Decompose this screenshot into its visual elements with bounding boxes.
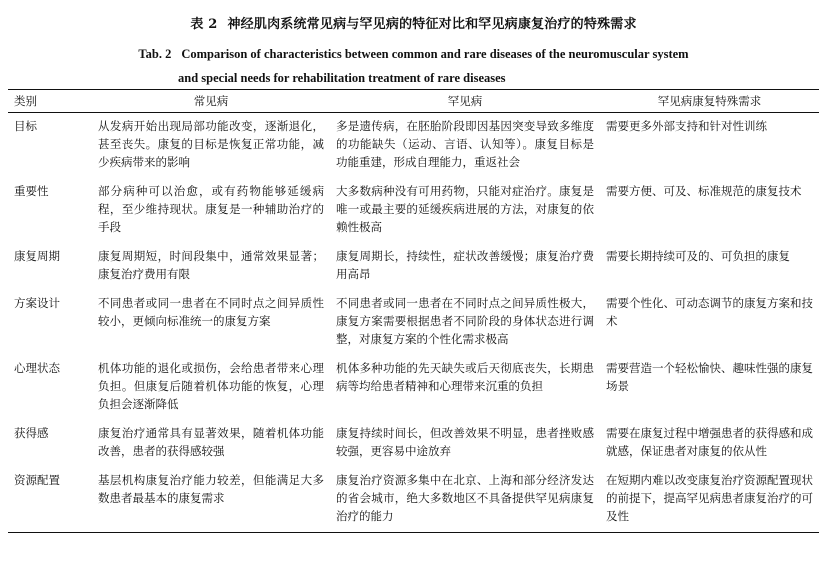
- row-category: 心理状态: [14, 361, 60, 375]
- table-title-cn: 神经肌肉系统常见病与罕见病的特征对比和罕见病康复治疗的特殊需求: [227, 17, 637, 32]
- cell-rare: 康复周期长，持续性，症状改善缓慢；康复治疗费用高昂: [336, 249, 594, 281]
- row-category: 资源配置: [14, 473, 60, 487]
- cell-common: 机体功能的退化或损伤，会给患者带来心理负担。但康复后随着机体功能的恢复，心理负担会逐渐降低: [98, 361, 324, 411]
- table-row: [8, 178, 819, 243]
- header-category: 类别: [14, 94, 37, 108]
- row-category: 获得感: [14, 426, 49, 440]
- cell-common: 部分病种可以治愈，或有药物能够延缓病程，至少维持现状。康复是一种辅助治疗的手段: [98, 184, 324, 234]
- cell-needs: 需要在康复过程中增强患者的获得感和成就感，保证患者对康复的依从性: [606, 426, 813, 458]
- cell-common: 康复治疗通常具有显著效果，随着机体功能改善，患者的获得感较强: [98, 426, 324, 458]
- header-common-disease: 常见病: [193, 94, 229, 108]
- cell-needs: 需要长期持续可及的、可负担的康复: [606, 249, 790, 263]
- row-category: 方案设计: [14, 296, 60, 310]
- table-label-en: Tab. 2: [138, 47, 172, 61]
- table-row: [8, 243, 819, 290]
- table-title-en-line2: and special needs for rehabilitation treatment of rare diseases: [178, 71, 506, 85]
- cell-rare: 康复治疗资源多集中在北京、上海和部分经济发达的省会城市，绝大多数地区不具备提供罕见病康复治疗的能力: [336, 473, 594, 523]
- cell-needs: 需要方便、可及、标准规范的康复技术: [606, 184, 802, 198]
- comparison-table: [8, 89, 819, 533]
- header-special-needs: 罕见病康复特殊需求: [657, 94, 762, 108]
- cell-common: 不同患者或同一患者在不同时点之间异质性较小，更倾向标准统一的康复方案: [98, 296, 324, 328]
- cell-needs: 在短期内难以改变康复治疗资源配置现状的前提下，提高罕见病患者康复治疗的可及性: [606, 473, 813, 523]
- table-header-row: [8, 90, 819, 113]
- table-title-en-line1: Comparison of characteristics between common and rare diseases of the neuromuscular system: [181, 47, 689, 61]
- cell-rare: 多是遗传病，在胚胎阶段即因基因突变导致多维度的功能缺失（运动、言语、认知等）。康复目标是功能重建，形成自理能力，重返社会: [336, 119, 594, 169]
- table-label-cn: 表 2: [190, 17, 218, 32]
- cell-needs: 需要个性化、可动态调节的康复方案和技术: [606, 296, 813, 328]
- cell-needs: 需要营造一个轻松愉快、趣味性强的康复场景: [606, 361, 813, 393]
- cell-needs: 需要更多外部支持和针对性训练: [606, 119, 767, 133]
- table-row: [8, 113, 819, 179]
- header-rare-disease: 罕见病: [447, 94, 483, 108]
- cell-common: 基层机构康复治疗能力较差，但能满足大多数患者最基本的康复需求: [98, 473, 324, 505]
- table-caption-en: [0, 42, 827, 90]
- cell-common: 康复周期短，时间段集中，通常效果显著；康复治疗费用有限: [98, 249, 324, 281]
- table-caption-cn: [0, 13, 827, 32]
- row-category: 重要性: [14, 184, 49, 198]
- cell-rare: 机体多种功能的先天缺失或后天彻底丧失，长期患病等均给患者精神和心理带来沉重的负担: [336, 361, 594, 393]
- table-row: [8, 355, 819, 420]
- cell-rare: 大多数病种没有可用药物，只能对症治疗。康复是唯一或最主要的延缓疾病进展的方法，对康复的依赖性极高: [336, 184, 594, 234]
- cell-common: 从发病开始出现局部功能改变，逐渐退化，甚至丧失。康复的目标是恢复正常功能，减少疾病带来的影响: [98, 119, 324, 169]
- cell-rare: 不同患者或同一患者在不同时点之间异质性极大，康复方案需要根据患者不同阶段的身体状态进行调整，对康复方案的个性化需求极高: [336, 296, 594, 346]
- table-row: [8, 290, 819, 355]
- row-category: 目标: [14, 119, 37, 133]
- table-row: [8, 467, 819, 533]
- table-row: [8, 420, 819, 467]
- cell-rare: 康复持续时间长，但改善效果不明显，患者挫败感较强，更容易中途放弃: [336, 426, 594, 458]
- row-category: 康复周期: [14, 249, 60, 263]
